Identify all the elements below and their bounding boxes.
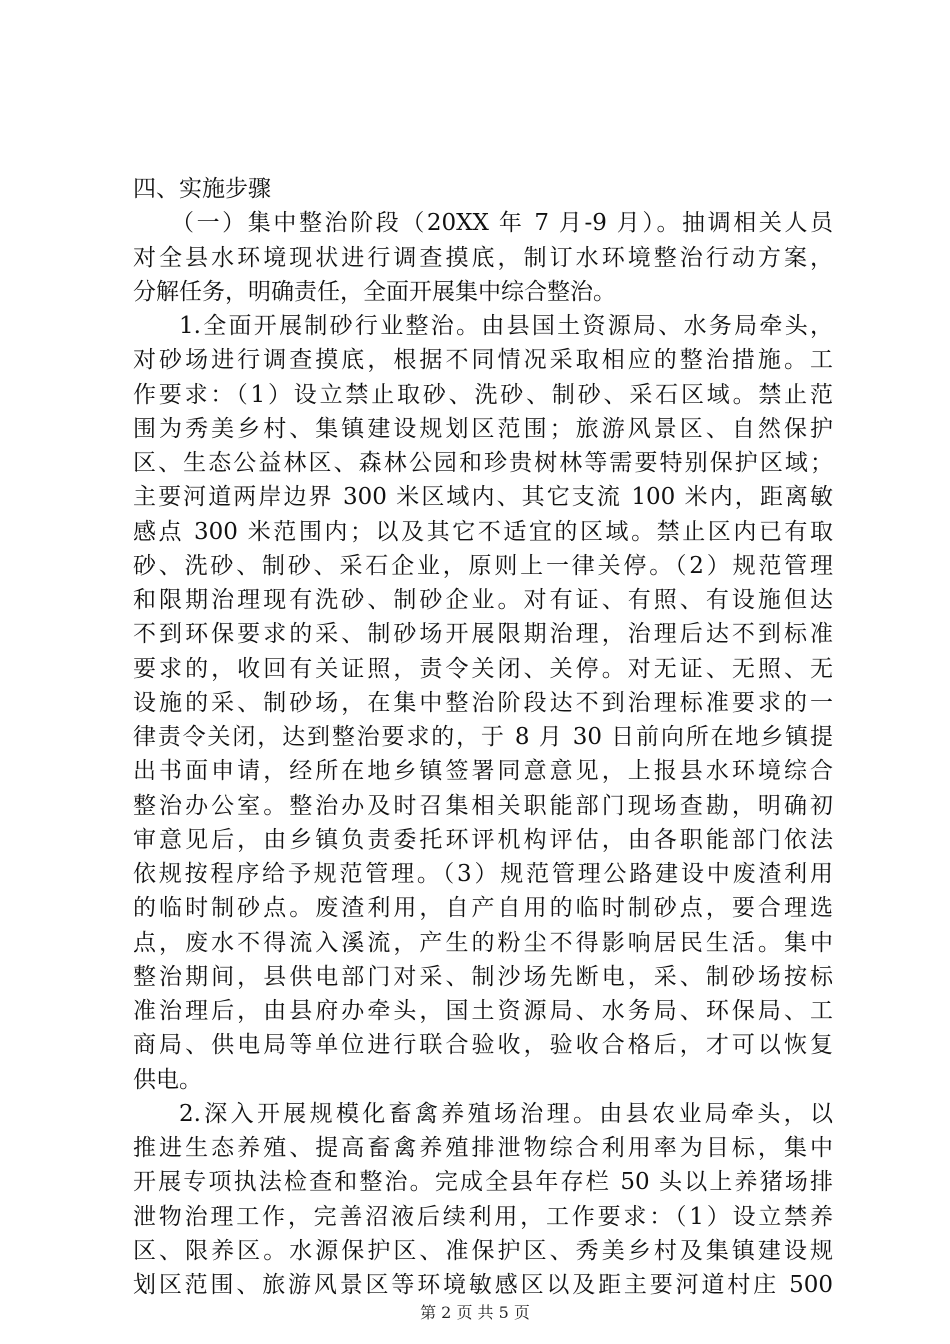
body-line: 点，废水不得流入溪流，产生的粉尘不得影响居民生活。集中 xyxy=(133,929,833,956)
body-line: 开展专项执法检查和整治。完成全县年存栏 50 头以上养猪场排 xyxy=(133,1169,833,1196)
body-line: 泄物治理工作，完善沼液后续利用，工作要求：（1）设立禁养 xyxy=(133,1203,833,1230)
body-line: 区、生态公益林区、森林公园和珍贵树林等需要特别保护区域； xyxy=(133,450,833,476)
body-line: 不到环保要求的采、制砂场开展限期治理，治理后达不到标准 xyxy=(133,621,833,648)
document-body xyxy=(133,172,833,1302)
body-line: 的临时制砂点。废渣利用，自产自用的临时制砂点，要合理选 xyxy=(133,895,833,922)
body-line: 区、限养区。水源保护区、准保护区、秀美乡村及集镇建设规 xyxy=(133,1237,833,1264)
body-line: 整治期间，县供电部门对采、制沙场先断电，采、制砂场按标 xyxy=(133,963,833,990)
body-line: 供电。 xyxy=(133,1066,202,1093)
body-line: 整治办公室。整治办及时召集相关职能部门现场查勘，明确初 xyxy=(133,792,833,819)
body-line: （一）集中整治阶段（20XX 年 7 月-9 月）。抽调相关人员 xyxy=(171,210,833,237)
body-line: 要求的，收回有关证照，责令关闭、关停。对无证、无照、无 xyxy=(133,655,833,682)
body-line: 1.全面开展制砂行业整治。由县国土资源局、水务局牵头， xyxy=(179,313,833,339)
body-line: 律责令关闭，达到整治要求的，于 8 月 30 日前向所在地乡镇提 xyxy=(133,724,833,750)
body-line: 对全县水环境现状进行调查摸底，制订水环境整治行动方案， xyxy=(133,244,833,271)
section-heading: 四、实施步骤 xyxy=(133,176,271,202)
body-line: 围为秀美乡村、集镇建设规划区范围；旅游风景区、自然保护 xyxy=(133,415,833,442)
body-line: 砂、洗砂、制砂、采石企业，原则上一律关停。（2）规范管理 xyxy=(133,552,833,579)
body-line: 商局、供电局等单位进行联合验收，验收合格后，才可以恢复 xyxy=(133,1032,833,1059)
body-line: 分解任务，明确责任，全面开展集中综合整治。 xyxy=(133,278,616,305)
body-line: 设施的采、制砂场，在集中整治阶段达不到治理标准要求的一 xyxy=(133,689,833,716)
body-line: 和限期治理现有洗砂、制砂企业。对有证、有照、有设施但达 xyxy=(133,587,833,613)
body-line: 准治理后，由县府办牵头，国土资源局、水务局、环保局、工 xyxy=(133,998,833,1024)
body-line: 对砂场进行调查摸底，根据不同情况采取相应的整治措施。工 xyxy=(133,347,833,374)
body-line: 依规按程序给予规范管理。（3）规范管理公路建设中废渣利用 xyxy=(133,861,833,887)
page-footer: 第 2 页 共 5 页 xyxy=(420,1303,530,1322)
body-line: 出书面申请，经所在地乡镇签署同意意见，上报县水环境综合 xyxy=(133,758,833,785)
body-line: 推进生态养殖、提高畜禽养殖排泄物综合利用率为目标，集中 xyxy=(133,1135,833,1161)
body-line: 感点 300 米范围内；以及其它不适宜的区域。禁止区内已有取 xyxy=(133,518,833,545)
body-line: 主要河道两岸边界 300 米区域内、其它支流 100 米内，距离敏 xyxy=(133,484,833,511)
body-line: 审意见后，由乡镇负责委托环评机构评估，由各职能部门依法 xyxy=(133,826,833,853)
body-line: 作要求：（1）设立禁止取砂、洗砂、制砂、采石区域。禁止范 xyxy=(133,381,833,408)
body-line: 2.深入开展规模化畜禽养殖场治理。由县农业局牵头，以 xyxy=(179,1100,833,1127)
body-line: 划区范围、旅游风景区等环境敏感区以及距主要河道村庄 500 xyxy=(133,1272,833,1298)
